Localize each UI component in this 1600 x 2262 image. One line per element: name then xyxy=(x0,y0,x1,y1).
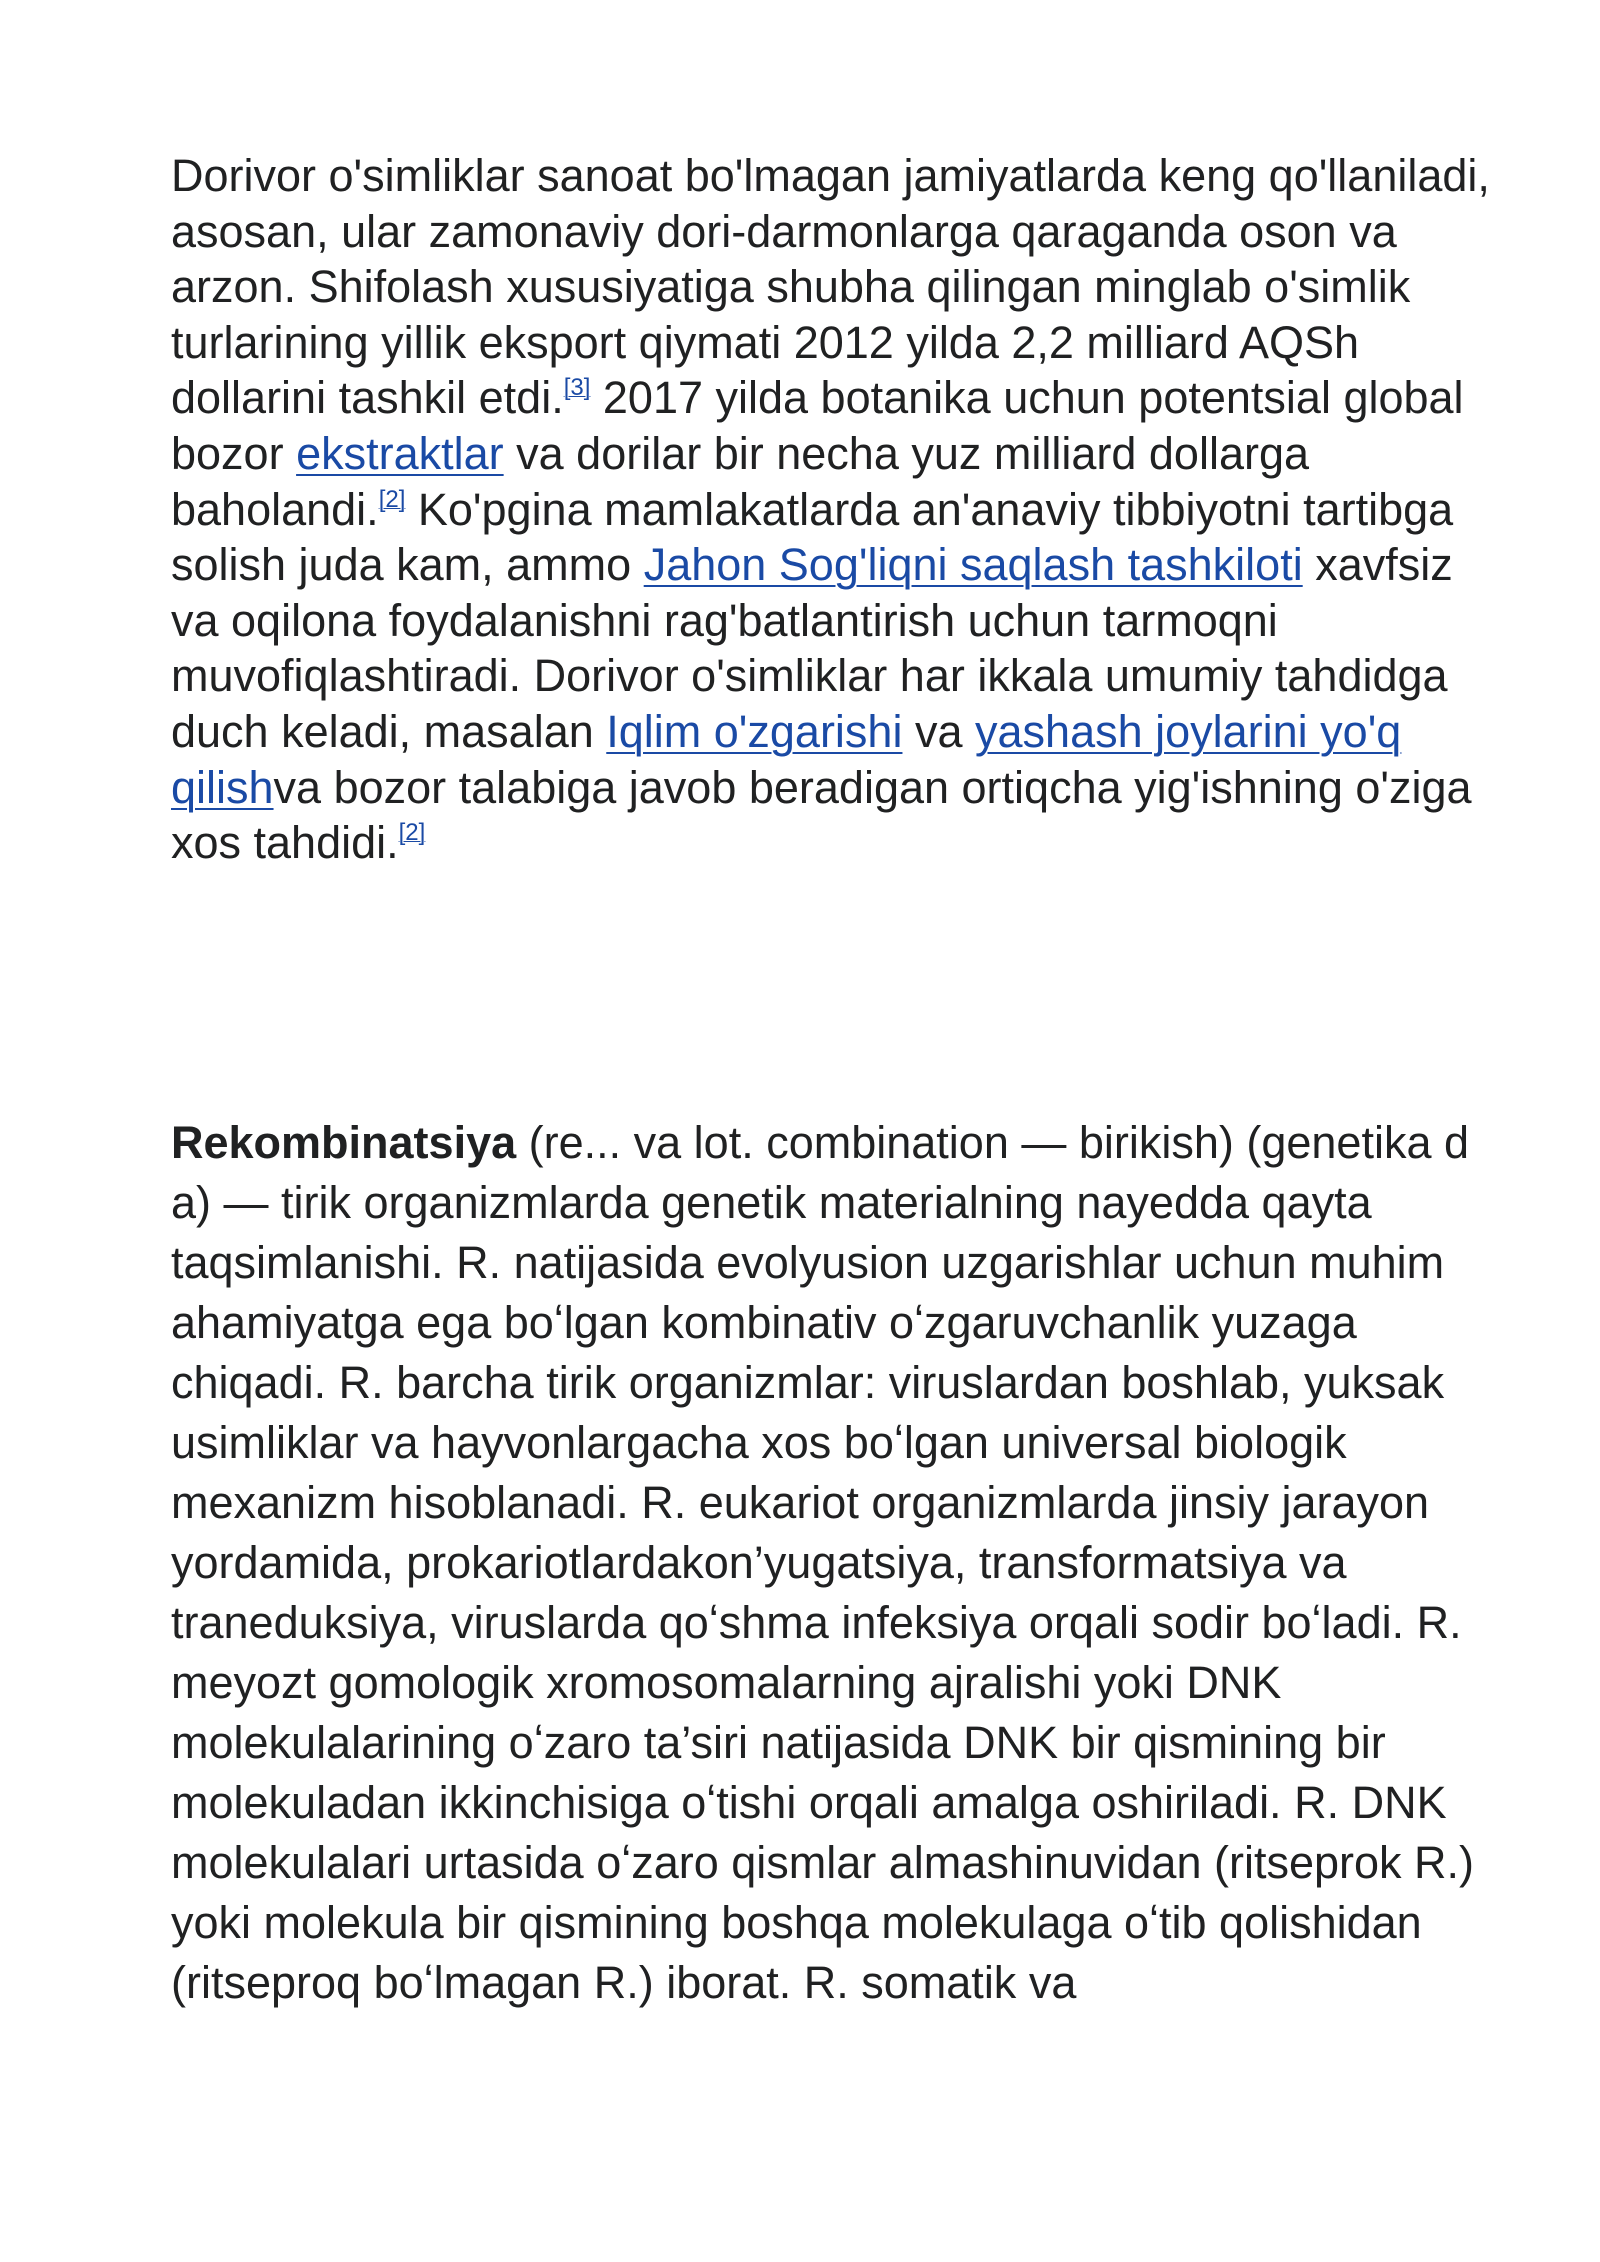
paragraph-medicinal-plants xyxy=(171,148,1491,871)
text-segment: Ko'pgina mamlakatlarda an'anaviy tibbiyotni tartibga solish juda kam, ammo xyxy=(171,483,1454,591)
text-segment: va bozor talabiga javob beradigan ortiqcha yig'ishning o'ziga xos tahdidi. xyxy=(171,761,1472,869)
document-page xyxy=(171,148,1491,2008)
link-ekstraktlar[interactable]: ekstraktlar xyxy=(296,427,504,479)
citation-ref-2[interactable] xyxy=(379,486,406,513)
text-segment: va dorilar bir necha yuz milliard dollarga baholandi. xyxy=(171,427,1310,535)
term-heading: Rekombinatsiya xyxy=(171,1117,517,1168)
text-segment: Dorivor o'simliklar sanoat bo'lmagan jamiyatlarda keng qo'llaniladi, asosan, ular zamonaviy dori-darmonlarga qaraganda oson va arzon. Shifolash xususiyatiga shubha qilingan minglab o'simlik turlarining yillik eksport qiymati 2012 yilda 2,2 milliard AQSh dollarini tashkil etdi. xyxy=(171,150,1490,424)
link-habitat-destruction[interactable]: yashash joylarini yo'q qilish xyxy=(171,705,1402,813)
citation-ref-2-second[interactable] xyxy=(399,819,426,846)
citation-link[interactable]: [3] xyxy=(563,374,591,402)
text-segment: va xyxy=(902,705,976,757)
paragraph-rekombinatsiya xyxy=(171,1113,1491,2013)
citation-link[interactable]: [2] xyxy=(398,819,426,847)
link-climate-change[interactable]: Iqlim o'zgarishi xyxy=(606,705,903,757)
citation-link[interactable]: [2] xyxy=(378,485,406,513)
link-who[interactable]: Jahon Sog'liqni saqlash tashkiloti xyxy=(643,539,1303,591)
text-segment: xavfsiz va oqilona foydalanishni rag'batlantirish uchun tarmoqni muvofiqlashtiradi. Dorivor o'simliklar har ikkala umumiy tahdidga duch keladi, masalan xyxy=(171,539,1453,757)
text-segment: 2017 yilda botanika uchun potentsial global bozor xyxy=(171,372,1464,479)
definition-text: (re... va lot. combination — birikish) (genetika d a) — tirik organizmlarda genetik materialning nayedda qayta taqsimlanishi. R. natijasida evolyusion uzgarishlar uchun muhim ahamiyatga ega boʻlgan kombinativ oʻzgaruvchanlik yuzaga chiqadi. R. barcha tirik organizmlar: viruslardan boshlab, yuksak usimliklar va hayvonlargacha xos boʻlgan universal biologik mexanizm hisoblanadi. R. eukariot organizmlarda jinsiy jarayon yordamida, prokariotlardakon’yugatsiya, transformatsiya va traneduksiya, viruslarda qoʻshma infeksiya orqali sodir boʻladi. R. meyozt gomologik xromosomalarning ajralishi yoki DNK molekulalarining oʻzaro ta’siri natijasida DNK bir qismining bir molekuladan ikkinchisiga oʻtishi orqali amalga oshiriladi. R. DNK molekulalari urtasida oʻzaro qismlar almashinuvidan (ritseprok R.) yoki molekula bir qismining boshqa molekulaga oʻtib qolishidan (ritseproq boʻlmagan R.) iborat. R. somatik va xyxy=(171,1117,1475,2008)
citation-ref-3[interactable] xyxy=(564,374,591,401)
